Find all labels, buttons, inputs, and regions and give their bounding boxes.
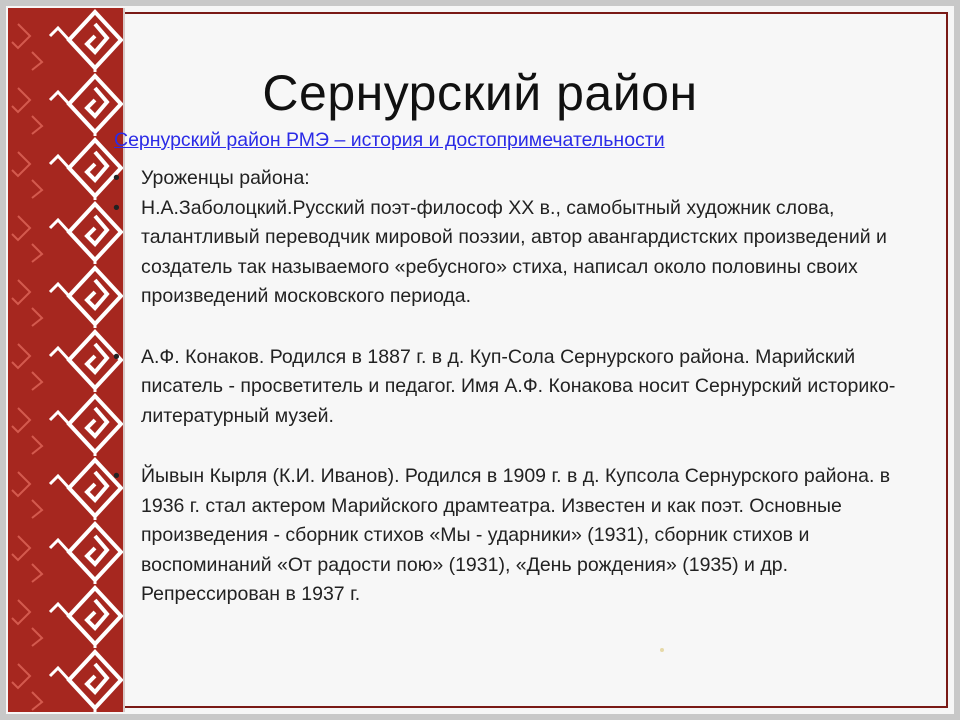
list-item-text: Йывын Кырля (К.И. Иванов). Родился в 1909 г. в д. Купсола Сернурского района. в 1936 г. стал актером Марийского драмтеатра. Известен и как поэт. Основные произведения - сборник стихов «Мы - ударники» (1931), сборник стихов и воспоминаний «От радости пою» (1931), «День рождения» (1935) и др. Репрессирован в 1937 г.	[141, 465, 891, 605]
decorative-dot	[660, 648, 664, 652]
decorative-ornament-border	[8, 8, 123, 712]
list-item-text: Н.А.Заболоцкий.Русский поэт-философ ХХ в., самобытный художник слова, талантливый переводчик мировой поэзии, автор авангардистских произведений и создатель так называемого «ребусного» стиха, написал около половины своих произведений московского периода.	[141, 196, 887, 307]
list-item	[113, 462, 913, 610]
bullet-icon: •	[113, 167, 120, 189]
list-item-text: А.Ф. Конаков. Родился в 1887 г. в д. Куп-Сола Сернурского района. Марийский писатель - просветитель и педагог. Имя А.Ф. Конакова носит Сернурский историко-литературный музей.	[141, 345, 896, 427]
list-item	[113, 343, 913, 432]
slide-title: Сернурский район	[262, 65, 698, 121]
bullet-icon: •	[113, 465, 120, 487]
bullet-icon: •	[113, 196, 120, 219]
list-item-text: Уроженцы района:	[141, 167, 310, 189]
history-link[interactable]: Сернурский район РМЭ – история и достопримечательности	[114, 129, 665, 151]
list-item	[113, 164, 913, 194]
bullet-icon: •	[113, 345, 120, 368]
bullet-list	[113, 164, 913, 610]
list-item	[113, 194, 913, 312]
